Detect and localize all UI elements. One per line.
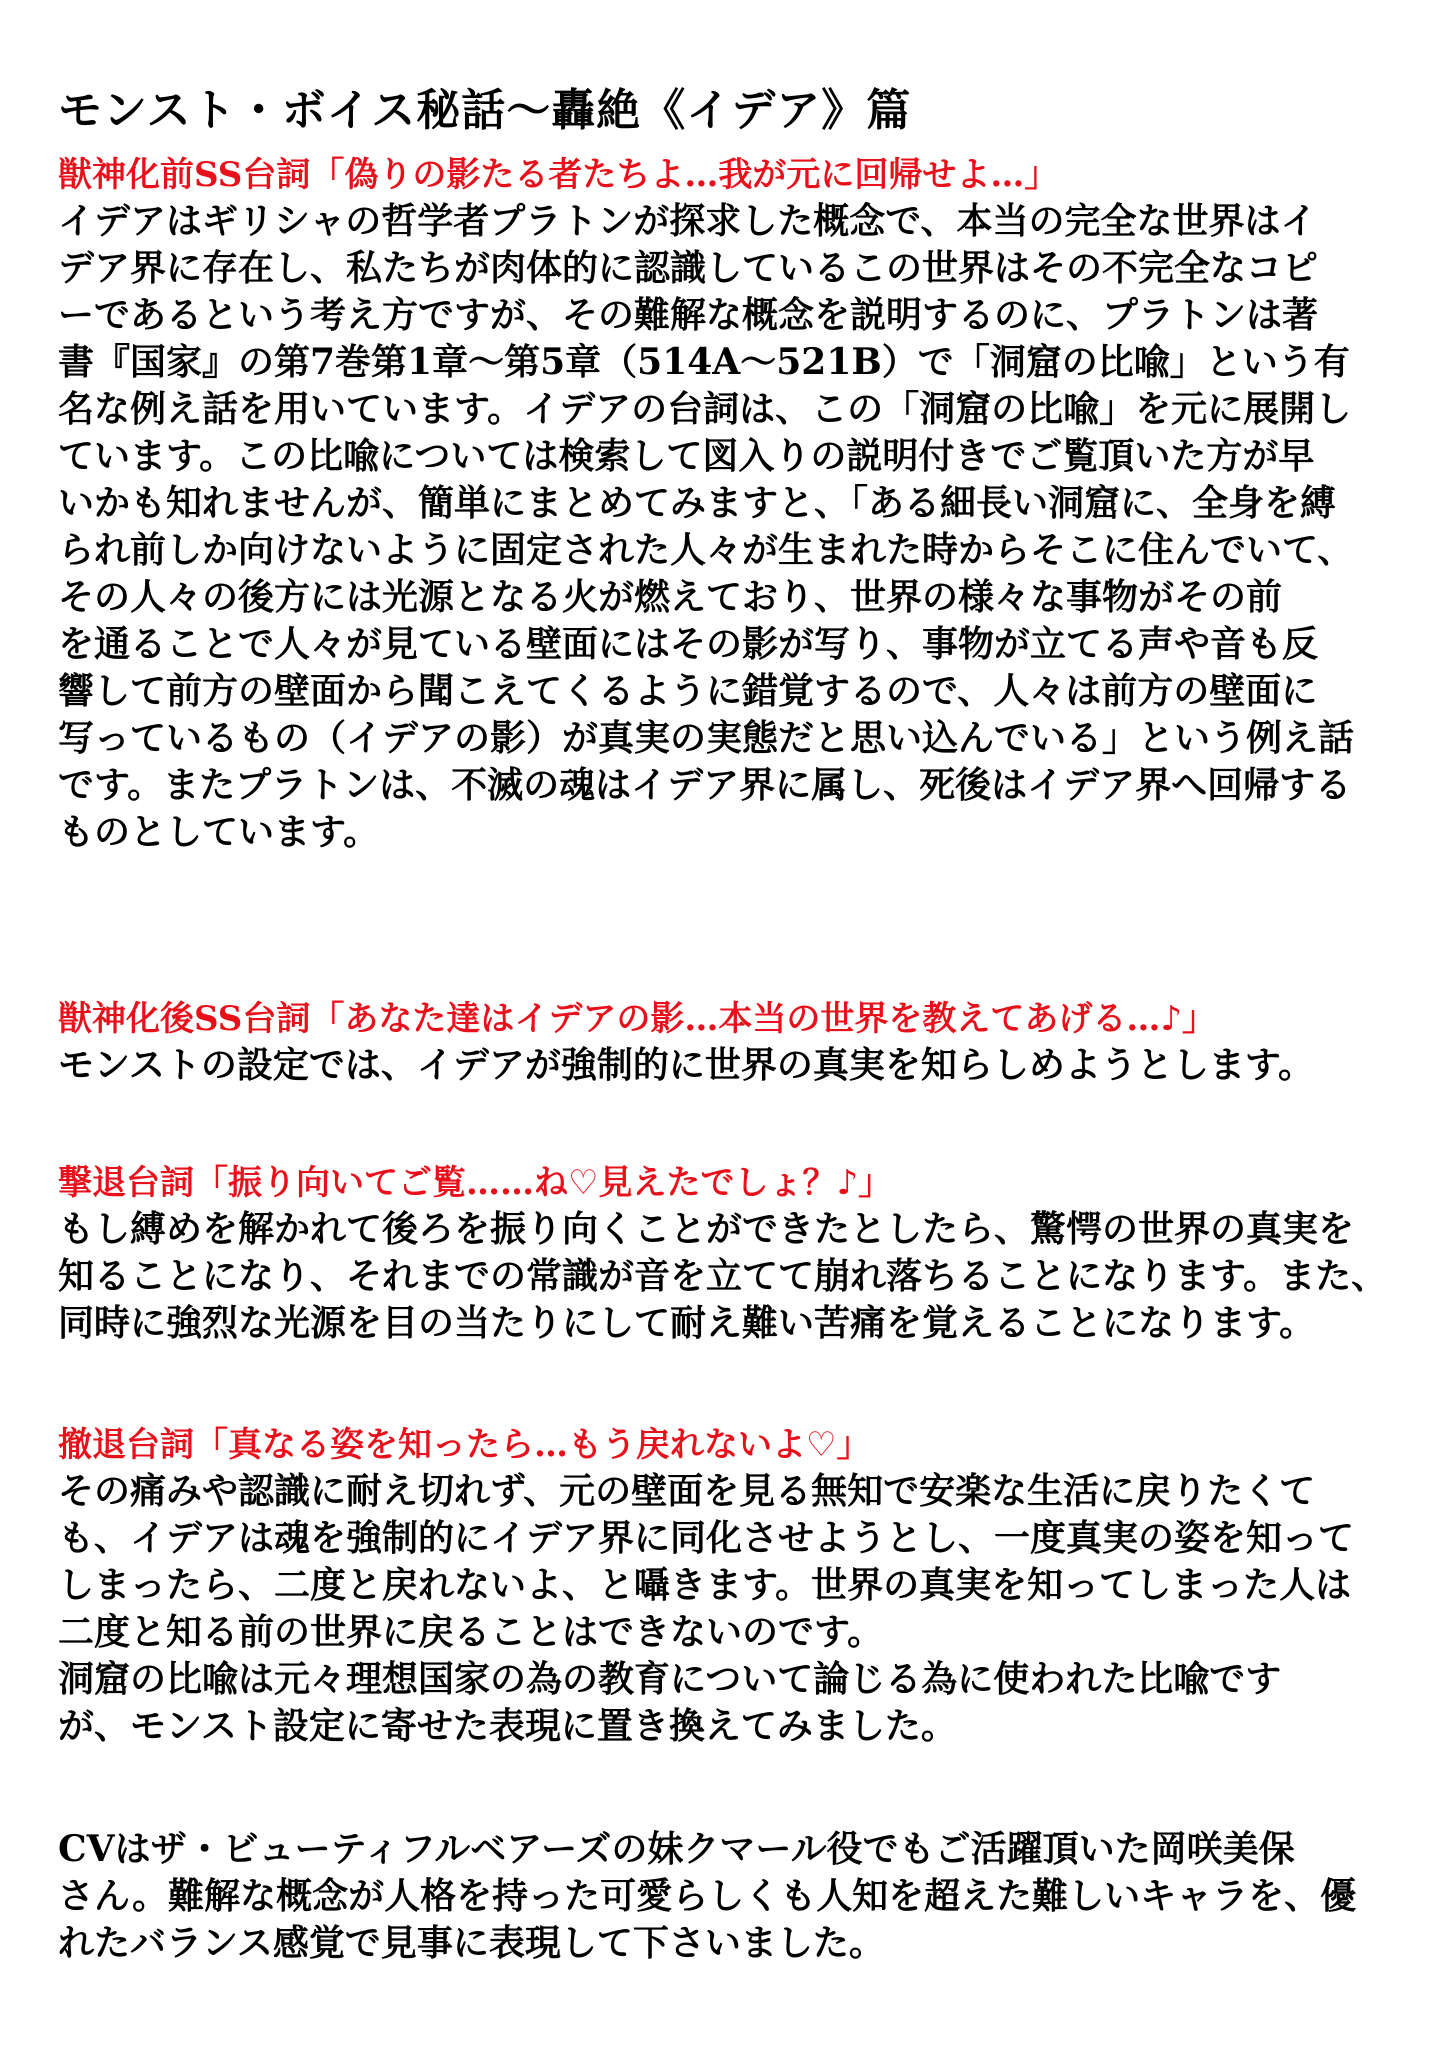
body-line: 響して前方の壁面から聞こえてくるように錯覚するので、人々は前方の壁面に [58,670,1318,712]
body-line: その痛みや認識に耐え切れず、元の壁面を見る無知で安楽な生活に戻りたくて [58,1470,1316,1512]
body-line: ています。この比喩については検索して図入りの説明付きでご覧頂いた方が早 [58,435,1315,477]
body-line: られ前しか向けないように固定された人々が生まれた時からそこに住んでいて、 [58,529,1354,571]
body-line: 洞窟の比喩は元々理想国家の為の教育について論じる為に使われた比喩です [58,1658,1282,1700]
section-defeat-line [58,1160,1398,1347]
body-line: 書『国家』の第7巻第1章〜第5章（514A〜521B）で「洞窟の比喩」という有 [58,341,1350,383]
body-line: 二度と知る前の世界に戻ることはできないのです。 [58,1611,884,1653]
body-line: 名な例え話を用いています。イデアの台詞は、この「洞窟の比喩」を元に展開し [58,388,1352,430]
body-line: しまったら、二度と戻れないよ、と囁きます。世界の真実を知ってしまった人は [58,1564,1352,1606]
section-post-evolution-ss [58,996,1398,1089]
page-title: モンスト・ボイス秘話〜轟絶《イデア》篇 [58,85,912,137]
section-heading: 撤退台詞「真なる姿を知ったら…もう戻れないよ♡」 [58,1425,871,1465]
body-line: デア界に存在し、私たちが肉体的に認識しているこの世界はその不完全なコピ [58,247,1319,289]
section-heading: 獣神化後SS台詞「あなた達はイデアの影…本当の世界を教えてあげる…♪」 [58,999,1217,1039]
body-line: 同時に強烈な光源を目の当たりにして耐え難い苦痛を覚えることになります。 [58,1302,1316,1344]
section-heading: 撃退台詞「振り向いてご覧……ね♡見えたでしょ？♪」 [58,1163,893,1203]
body-line: イデアはギリシャの哲学者プラトンが探求した概念で、本当の完全な世界はイ [58,200,1317,242]
body-line: です。またプラトンは、不滅の魂はイデア界に属し、死後はイデア界へ回帰する [58,764,1352,806]
body-line: も、イデアは魂を強制的にイデア界に同化させようとし、一度真実の姿を知って [58,1517,1355,1559]
body-line: 写っているもの（イデアの影）が真実の実態だと思い込んでいる」という例え話 [58,717,1355,759]
body-line: いかも知れませんが、簡単にまとめてみますと、「ある細長い洞窟に、全身を縛 [58,482,1337,524]
body-line: ものとしています。 [58,811,380,853]
body-line: 知ることになり、それまでの常識が音を立てて崩れ落ちることになります。また、 [58,1255,1388,1297]
body-line: を通ることで人々が見ている壁面にはその影が写り、事物が立てる声や音も反 [58,623,1319,665]
body-line: ーであるという考え方ですが、その難解な概念を説明するのに、プラトンは著 [58,294,1319,336]
section-retreat-line [58,1422,1398,1750]
body-line: もし縛めを解かれて後ろを振り向くことができたとしたら、驚愕の世界の真実を [58,1208,1355,1250]
body-line: れたバランス感覚で見事に表現して下さいました。 [58,1922,885,1964]
section-heading: 獣神化前SS台詞「偽りの影たる者たちよ…我が元に回帰せよ…」 [58,155,1059,195]
body-line: その人々の後方には光源となる火が燃えており、世界の様々な事物がその前 [58,576,1283,618]
body-line: モンストの設定では、イデアが強制的に世界の真実を知らしめようとします。 [58,1044,1315,1086]
body-line: CVはザ・ビューティフルベアーズの妹クマール役でもご活躍頂いた岡咲美保 [58,1828,1295,1870]
section-pre-evolution-ss [58,152,1398,856]
section-voice-actor [58,1826,1398,1967]
body-line: さん。難解な概念が人格を持った可愛らしくも人知を超えた難しいキャラを、優 [58,1875,1357,1917]
body-line: が、モンスト設定に寄せた表現に置き換えてみました。 [58,1705,957,1747]
